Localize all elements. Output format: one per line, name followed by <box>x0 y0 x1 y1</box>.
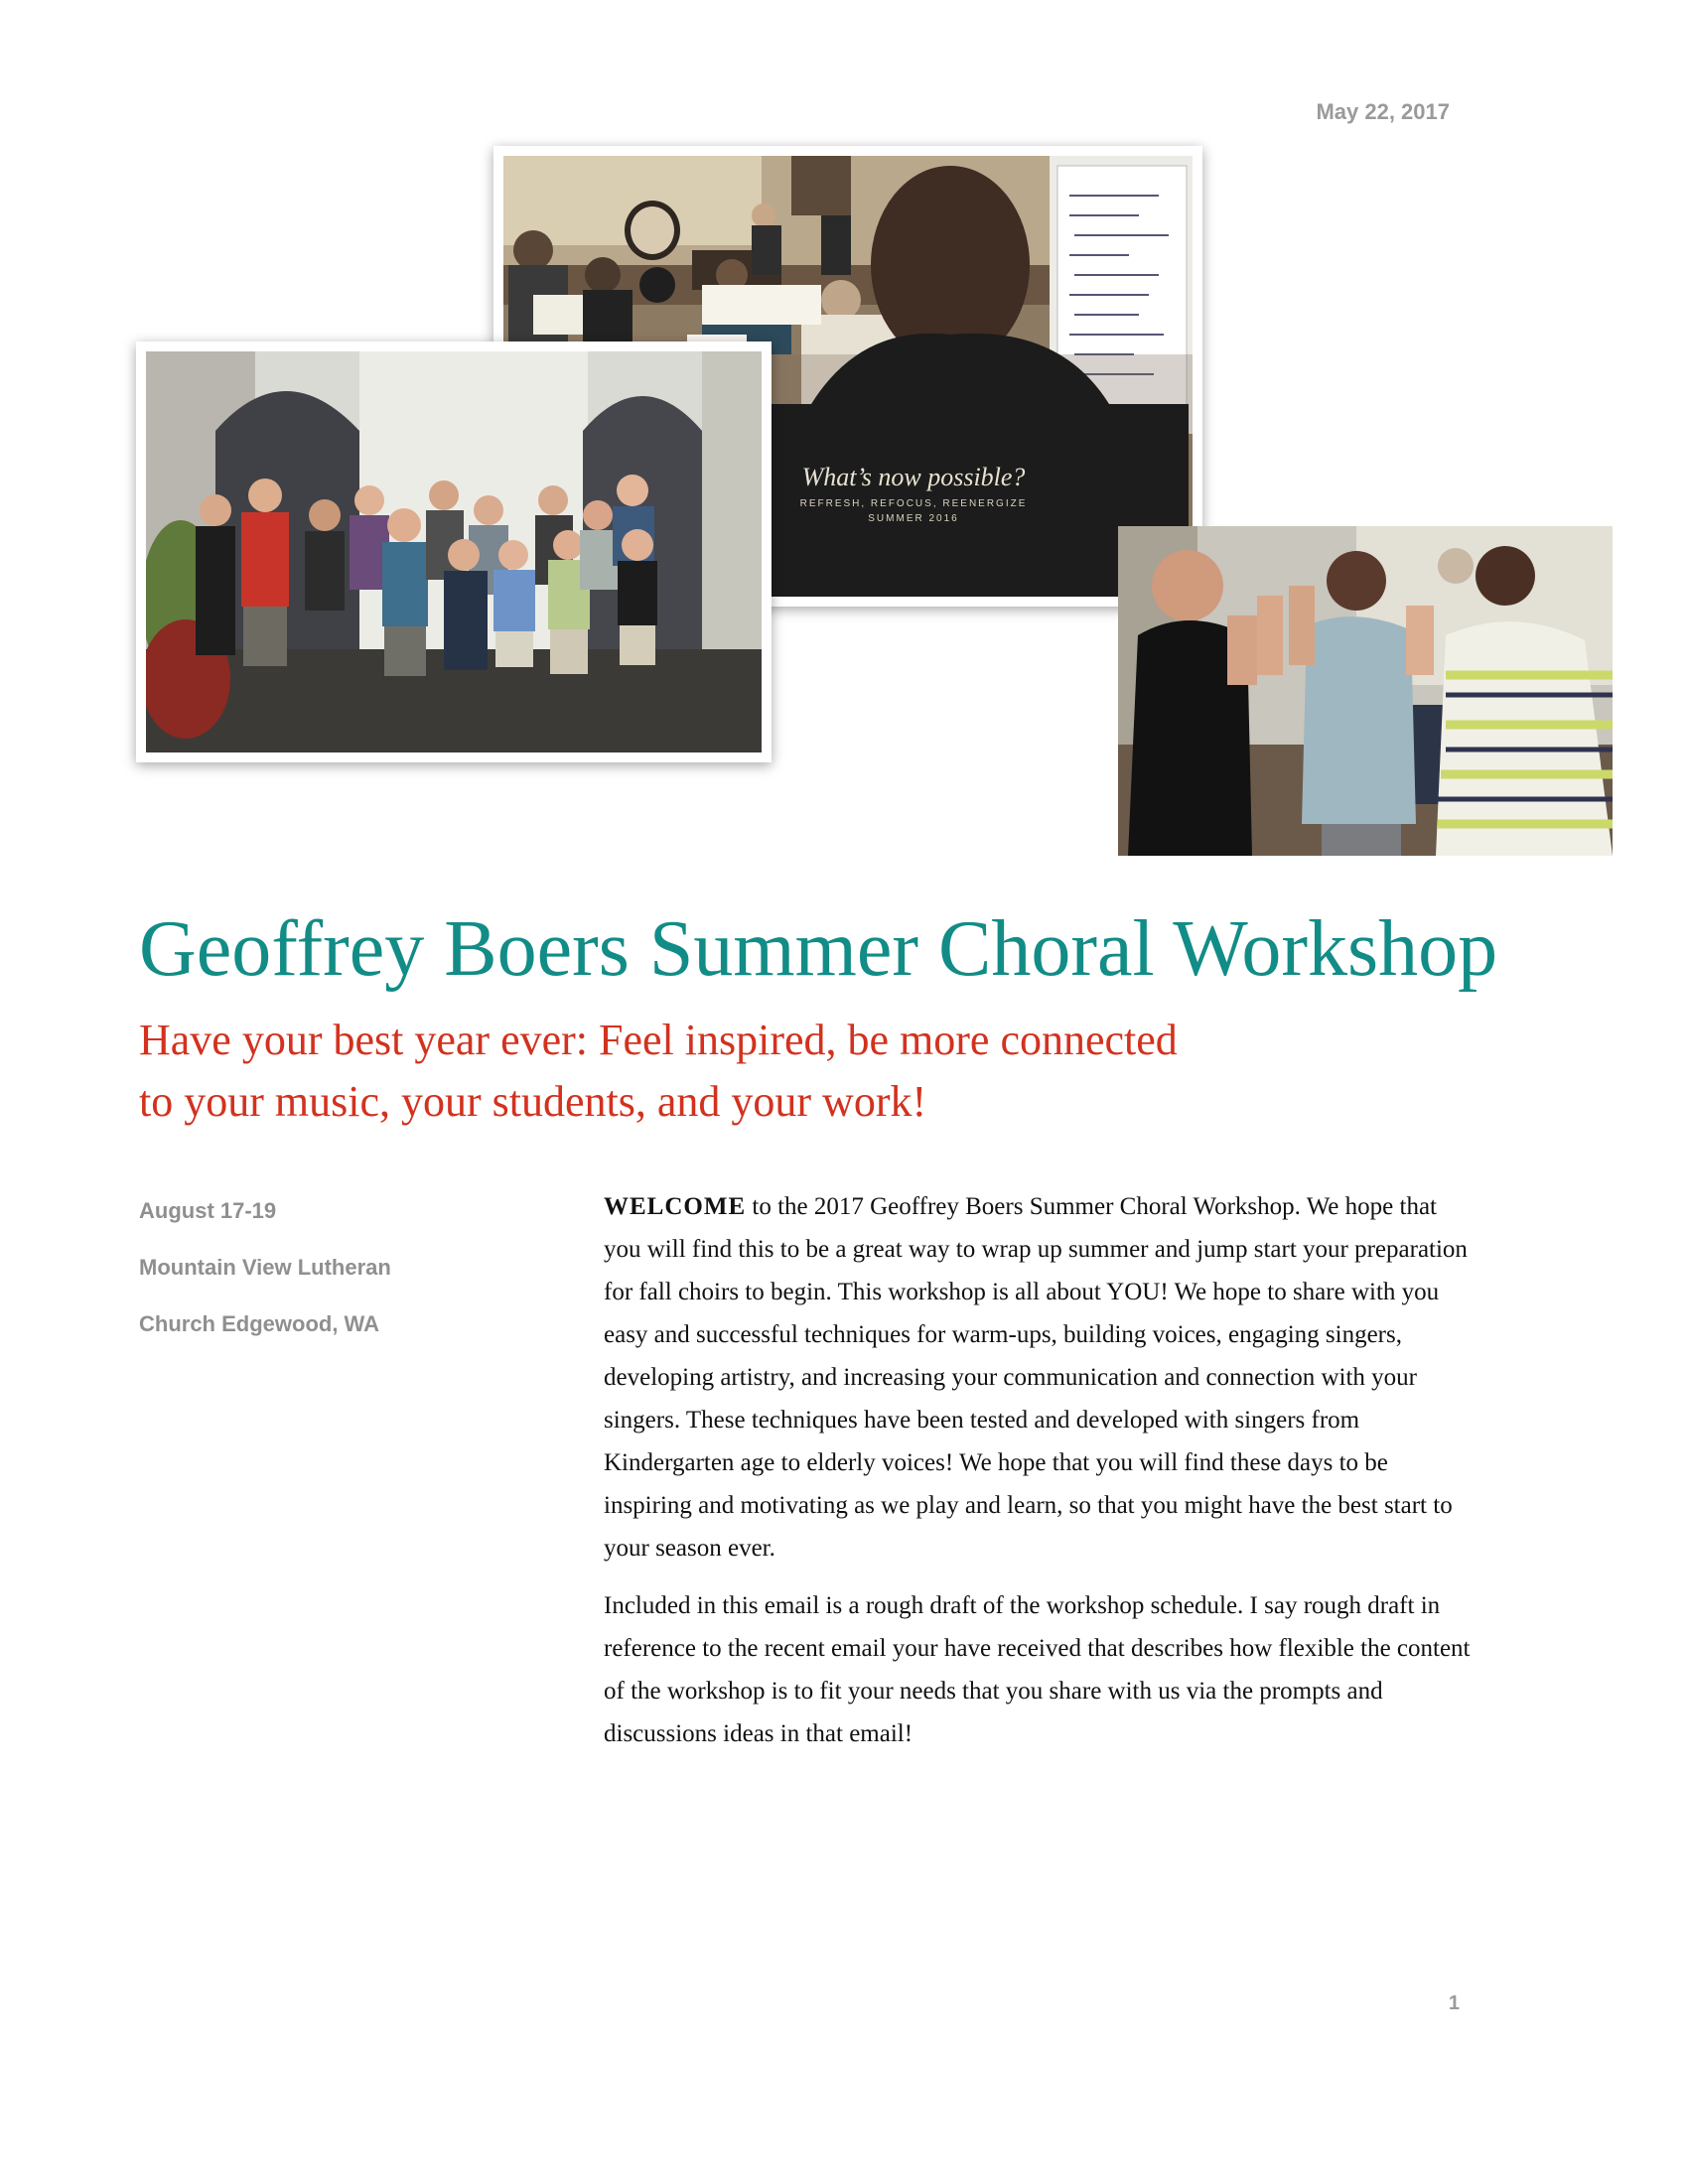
shirt-tagline: REFRESH, REFOCUS, REENERGIZE <box>799 498 1028 509</box>
page-subtitle <box>139 1010 1479 1133</box>
event-location-line-2: Church Edgewood, WA <box>139 1311 379 1336</box>
group-photo-image <box>146 351 762 752</box>
schedule-paragraph: Included in this email is a rough draft of the workshop schedule. I say rough draft in reference to the recent email your have received that describes how flexible the content of the workshop is to fit your needs that you share with us via the prompts and discussions ideas in that email! <box>604 1592 1471 1747</box>
hands-photo <box>1118 526 1613 856</box>
welcome-paragraph <box>604 1185 1477 1570</box>
page-title: Geoffrey Boers Summer Choral Workshop <box>139 905 1498 993</box>
group-photo <box>136 341 772 762</box>
event-dates: August 17-19 <box>139 1198 277 1223</box>
subtitle-line-2: to your music, your students, and your work! <box>139 1077 927 1126</box>
welcome-lead: WELCOME <box>604 1193 747 1220</box>
welcome-text: to the 2017 Geoffrey Boers Summer Choral Workshop. We hope that you will find this to be a great way to wrap up summer and jump start your preparation for fall choirs to begin. This workshop is all about YOU! We hope to share with you easy and successful techniques for warm-ups, building voices, engaging singers, developing artistry, and increasing your communication and connection with your singers. These techniques have been tested and developed with singers from Kindergarten age to elderly voices! We hope that you will find these days to be inspiring and motivating as we play and learn, so that you might have the best start to your season ever. <box>604 1193 1468 1562</box>
shirt-slogan: What’s now possible? <box>801 463 1026 491</box>
hands-photo-image <box>1118 526 1613 856</box>
page-number: 1 <box>1448 1992 1460 2014</box>
document-date: May 22, 2017 <box>1316 99 1450 124</box>
welcome-body <box>604 1185 1477 1755</box>
subtitle-line-1: Have your best year ever: Feel inspired, be more connected <box>139 1016 1178 1064</box>
event-info <box>139 1198 496 1368</box>
shirt-year: SUMMER 2016 <box>868 513 959 524</box>
event-location-line-1: Mountain View Lutheran <box>139 1255 391 1280</box>
